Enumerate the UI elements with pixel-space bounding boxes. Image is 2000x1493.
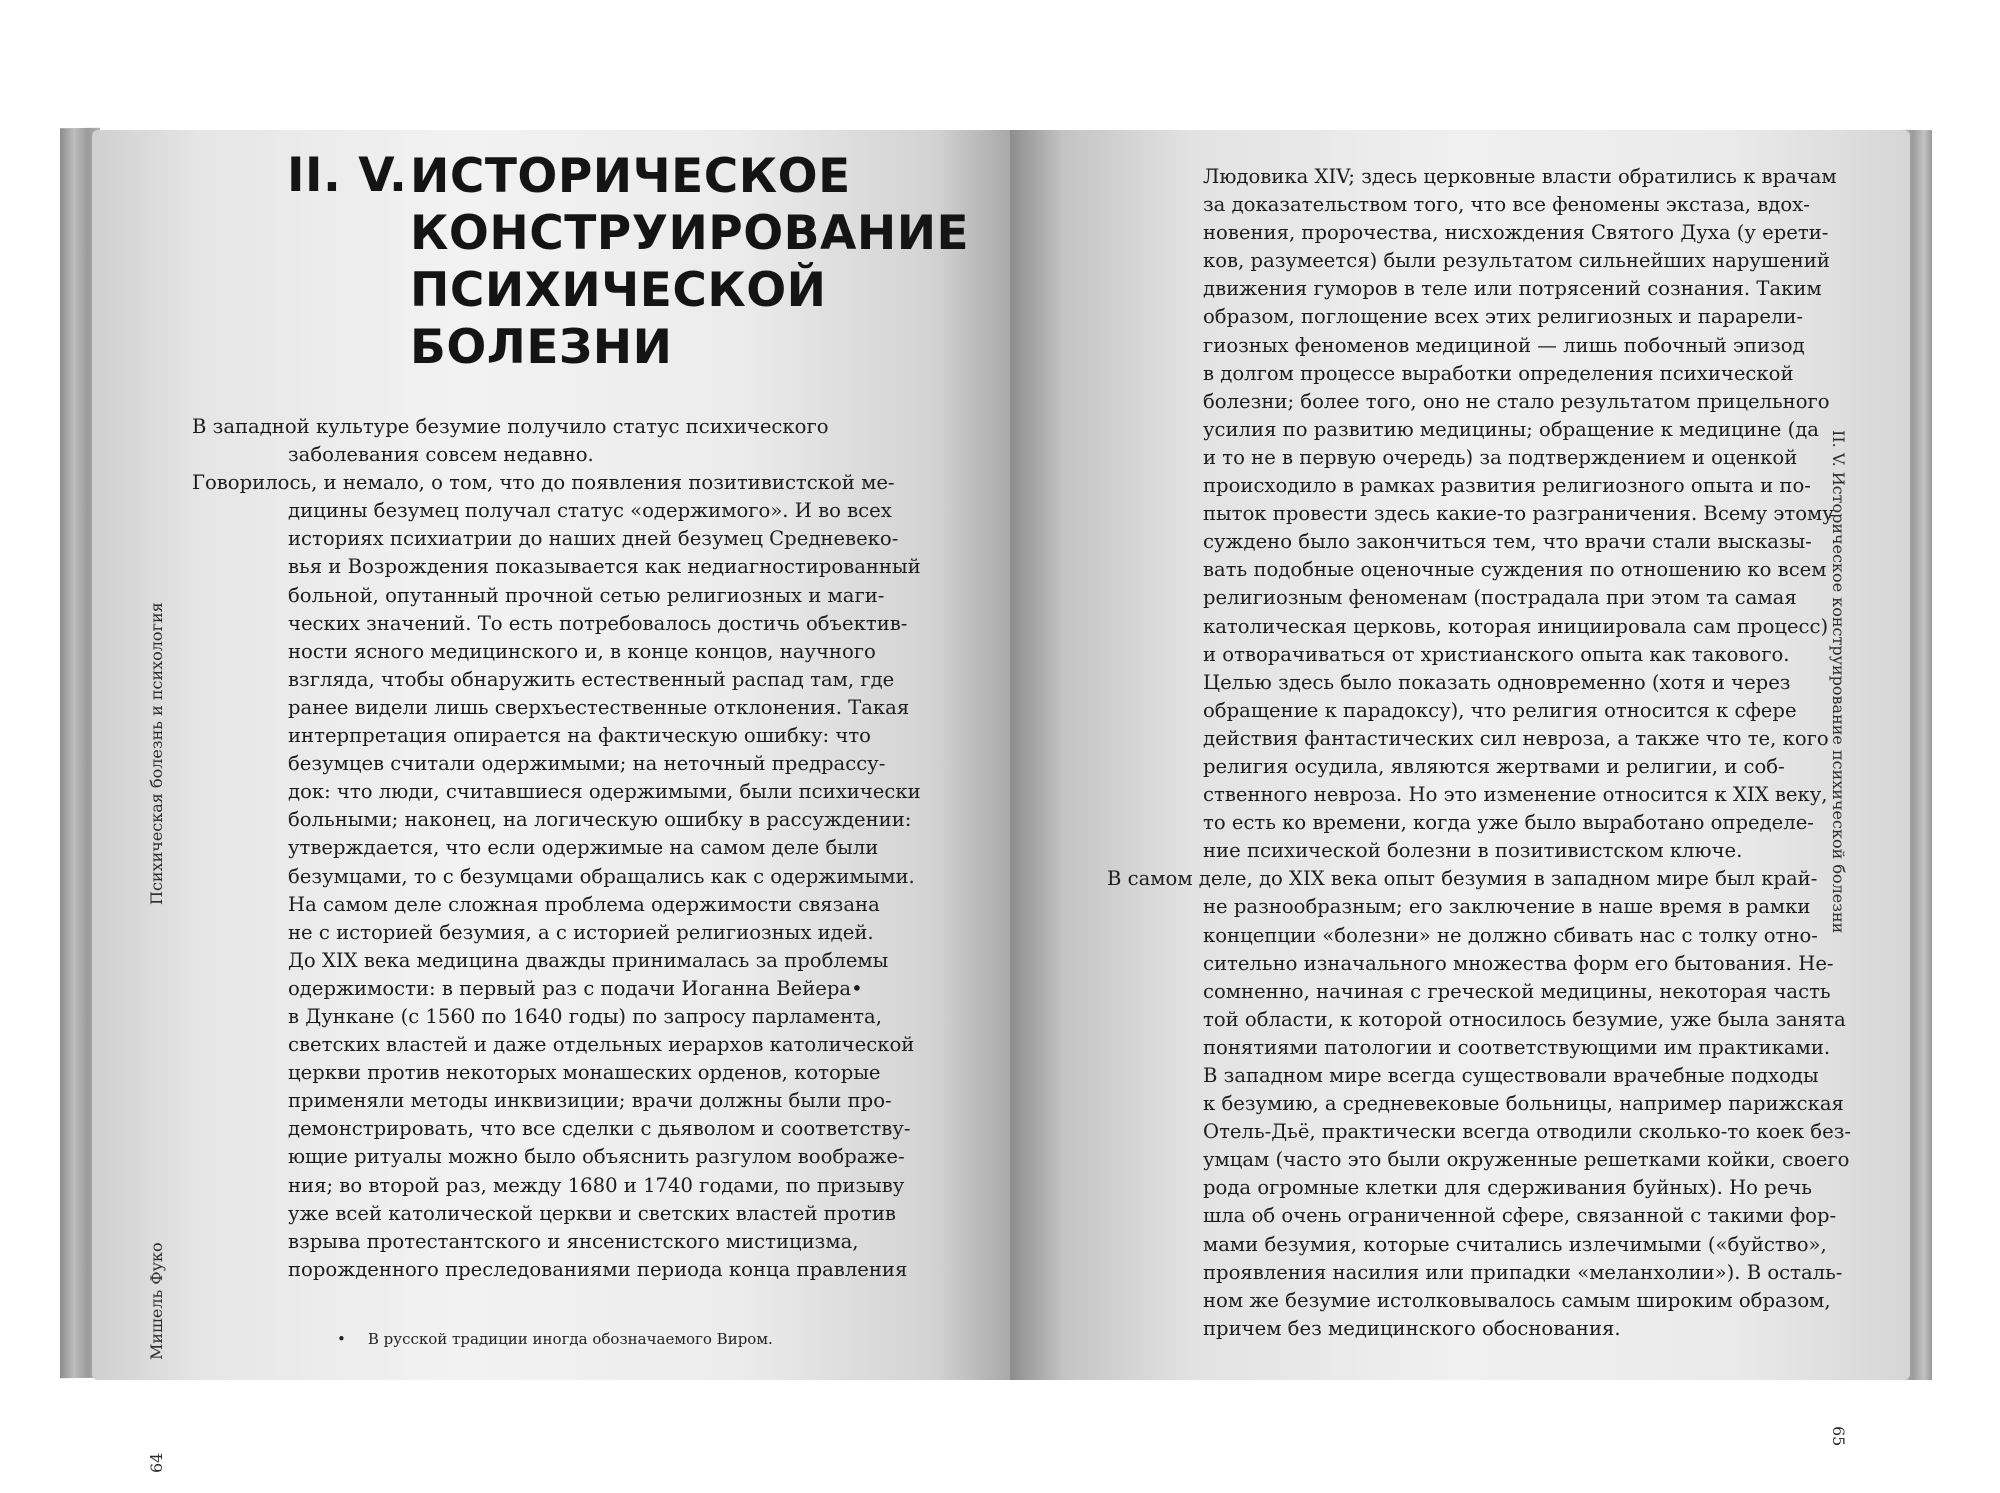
text-line: больной, опутанный прочной сетью религиозных и маги- — [288, 583, 885, 607]
text-line: образом, поглощение всех этих религиозных и парарели- — [1203, 305, 1804, 329]
text-line: проявления насилия или припадки «меланхолии»). В осталь- — [1203, 1260, 1843, 1284]
text-line: болезни; более того, оно не стало результатом прицельного — [1203, 389, 1830, 413]
text-line: католическая церковь, которая инициировала сам процесс) — [1203, 614, 1829, 638]
text-line: заболевания совсем недавно. — [288, 443, 594, 467]
chapter-title — [410, 148, 970, 376]
text-line: В западном мире всегда существовали врачебные подходы — [1203, 1064, 1819, 1087]
text-line: религиозным феноменам (пострадала при этом та самая — [1203, 586, 1797, 610]
text-line: за доказательством того, что все феномены экстаза, вдох- — [1203, 193, 1810, 217]
text-line: ческих значений. То есть потребовалось достичь объектив- — [288, 611, 908, 635]
text-line: и то не в первую очередь) за подтверждением и оценкой — [1203, 445, 1798, 469]
text-line: суждено было закончиться тем, что врачи стали высказы- — [1203, 530, 1812, 554]
text-line: ном же безумие истолковывалось самым широким образом, — [1203, 1288, 1831, 1312]
text-line: В самом деле, до XIX века опыт безумия в западном мире был край- — [1107, 867, 1818, 891]
text-line: вья и Возрождения показывается как недиагностированный — [288, 555, 921, 579]
right-page — [1010, 130, 1910, 1447]
text-line: Отель-Дьё, практически всегда отводили сколько-то коек без- — [1203, 1120, 1852, 1144]
text-line: церкви против некоторых монашеских орденов, которые — [288, 1061, 881, 1085]
text-line: и отворачиваться от христианского опыта как такового. — [1203, 642, 1790, 666]
text-line: Людовика XIV; здесь церковные власти обратились к врачам — [1203, 165, 1837, 188]
text-line: ранее видели лишь сверхъестественные отклонения. Такая — [288, 695, 910, 719]
text-line: ности ясного медицинского и, в конце концов, научного — [288, 639, 876, 663]
text-line: понятиями патологии и соответствующими им практиками. — [1203, 1035, 1831, 1059]
right-page-number: 65 — [1829, 1426, 1848, 1447]
text-line: ственного невроза. Но это изменение относится к XIX веку, — [1203, 783, 1828, 807]
text-line: вать подобные оценочные суждения по отношению ко всем — [1203, 558, 1827, 582]
text-line: пыток провести здесь какие-то разграничения. Всему этому — [1203, 502, 1834, 526]
text-line: действия фантастических сил невроза, а также что те, кого — [1203, 726, 1829, 750]
text-line: безумцев считали одержимыми; на неточный предрассу- — [288, 752, 886, 776]
text-line: одержимости: в первый раз с подачи Иоганна Вейера• — [288, 976, 863, 1000]
text-line: дицины безумец получал статус «одержимого». И во всех — [288, 499, 892, 523]
text-line: обращение к парадоксу), что религия относится к сфере — [1203, 698, 1797, 722]
text-line: сомненно, начиная с греческой медицины, некоторая часть — [1203, 979, 1831, 1003]
text-line: уже всей католической церкви и светских властей против — [288, 1201, 896, 1225]
chapter-title-line: КОНСТРУИРОВАНИЕ — [410, 206, 970, 261]
text-line: ние психической болезни в позитивистском ключе. — [1203, 839, 1743, 863]
text-line: в Дункане (с 1560 по 1640 годы) по запросу парламента, — [288, 1004, 882, 1028]
text-line: утверждается, что если одержимые на самом деле были — [288, 836, 879, 860]
text-line: интерпретация опирается на фактическую ошибку: что — [288, 724, 871, 748]
text-line: происходило в рамках развития религиозного опыта и по- — [1203, 474, 1811, 498]
footnote-text: В русской традиции иногда обозначаемого Виром. — [367, 1330, 773, 1348]
text-line: рода огромные клетки для сдерживания буйных). Но речь — [1203, 1176, 1812, 1200]
text-line: той области, к которой относилось безумие, уже была занята — [1203, 1007, 1846, 1031]
right-body-text — [1107, 163, 1851, 1343]
text-line: взгляда, чтобы обнаружить естественный распад там, где — [288, 667, 895, 691]
text-line: движения гуморов в теле или потрясений сознания. Таким — [1203, 277, 1822, 301]
text-line: безумцами, то с безумцами обращались как с одержимыми. — [288, 864, 915, 888]
text-line: то есть ко времени, когда уже было выработано определе- — [1203, 811, 1814, 835]
text-line: До XIX века медицина дважды принималась за проблемы — [288, 948, 889, 972]
author-running-head: Мишель Фуко — [147, 1242, 166, 1360]
footnote-marker: • — [337, 1330, 346, 1348]
chapter-title-line: ИСТОРИЧЕСКОЕ — [410, 149, 851, 204]
left-body-text — [192, 413, 921, 1284]
text-line: не разнообразным; его заключение в наше время в рамки — [1203, 895, 1811, 919]
text-line: ков, разумеется) были результатом сильнейших нарушений — [1203, 249, 1830, 273]
text-line: мами безумия, которые считались излечимыми («буйство», — [1203, 1232, 1827, 1256]
text-line: причем без медицинского обоснования. — [1203, 1316, 1621, 1340]
text-line: взрыва протестантского и янсенистского мистицизма, — [288, 1229, 859, 1253]
text-line: шла об очень ограниченной сфере, связанной с такими фор- — [1203, 1204, 1837, 1228]
text-line: применяли методы инквизиции; врачи должны были про- — [288, 1089, 892, 1113]
text-line: историях психиатрии до наших дней безумец Средневеко- — [288, 527, 899, 551]
left-page-number: 64 — [147, 1452, 166, 1473]
text-line: не с историей безумия, а с историей религиозных идей. — [288, 920, 874, 944]
text-line: сительно изначального множества форм его бытования. Не- — [1203, 951, 1834, 975]
left-page — [92, 130, 1010, 1473]
text-line: к безумию, а средневековые больницы, например парижская — [1203, 1092, 1844, 1116]
text-line: больными; наконец, на логическую ошибку в рассуждении: — [288, 808, 912, 832]
text-line: Целью здесь было показать одновременно (хотя и через — [1203, 670, 1791, 694]
text-line: усилия по развитию медицины; обращение к медицине (да — [1203, 417, 1819, 441]
text-line: демонстрировать, что все сделки с дьяволом и соответству- — [288, 1117, 911, 1141]
text-line: На самом деле сложная проблема одержимости связана — [288, 892, 880, 916]
text-line: светских властей и даже отдельных иерархов католической — [288, 1033, 915, 1057]
text-line: ния; во второй раз, между 1680 и 1740 годами, по призыву — [288, 1173, 905, 1197]
chapter-number: II. V. — [287, 148, 408, 203]
left-running-head: Психическая болезнь и психология — [147, 602, 166, 905]
text-line: док: что люди, считавшиеся одержимыми, были психически — [288, 780, 921, 804]
text-line: Говорилось, и немало, о том, что до появления позитивистской ме- — [192, 471, 895, 495]
text-line: порожденного преследованиями периода конца правления — [288, 1257, 908, 1281]
chapter-title-line: ПСИХИЧЕСКОЙ — [410, 263, 827, 318]
text-line: гиозных феноменов медициной — лишь побочный эпизод — [1203, 333, 1805, 357]
text-line: в долгом процессе выработки определения психической — [1203, 361, 1794, 385]
footnote — [337, 1330, 773, 1348]
right-running-head: II. V. Историческое конструирование психической болезни — [1829, 430, 1848, 934]
text-line: концепции «болезни» не должно сбивать нас с толку отно- — [1203, 923, 1818, 947]
text-line: умцам (часто это были окруженные решетками койки, своего — [1203, 1148, 1850, 1172]
text-line: В западной культуре безумие получило статус психического — [192, 415, 829, 438]
text-line: новения, пророчества, нисхождения Святого Духа (у ерети- — [1203, 221, 1829, 245]
text-line: религия осудила, являются жертвами и религии, и соб- — [1203, 754, 1785, 778]
text-line: ющие ритуалы можно было объяснить разгулом воображе- — [288, 1145, 905, 1169]
chapter-title-line: БОЛЕЗНИ — [410, 320, 673, 375]
